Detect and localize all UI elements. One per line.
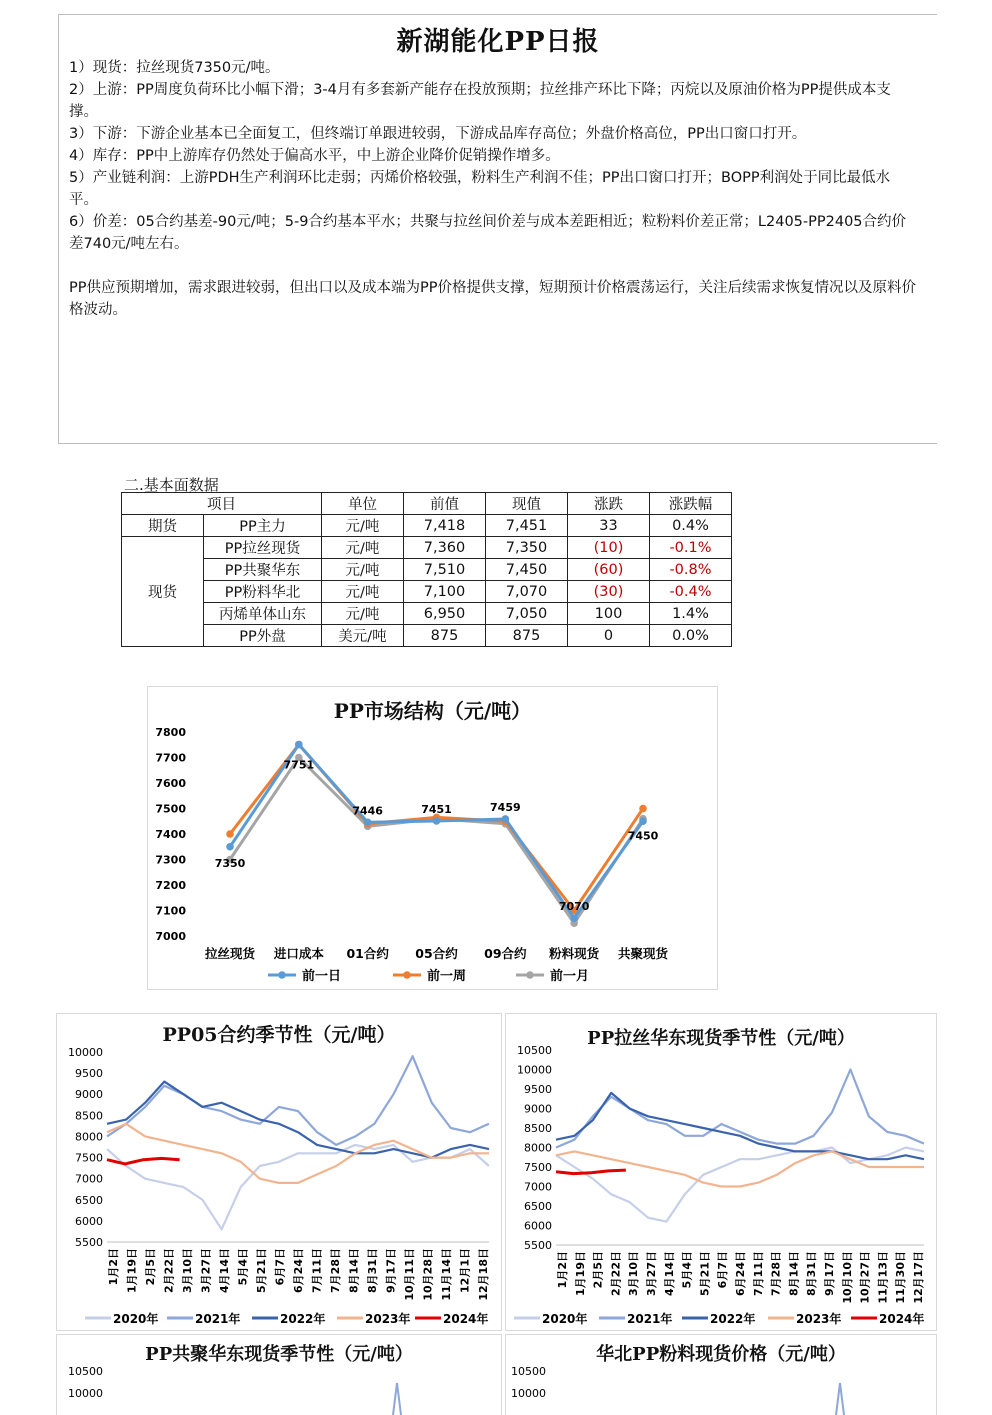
x-tick-label: 12月18日	[477, 1248, 490, 1301]
x-tick-label: 4月14日	[218, 1248, 231, 1293]
x-tick-label: 5月4日	[680, 1251, 694, 1289]
header-prev: 前值	[404, 493, 486, 515]
x-tick-label: 8月31日	[805, 1251, 819, 1296]
cell-curr: 7,451	[486, 515, 568, 537]
report-line-upstream: 2）上游：PP周度负荷环比小幅下滑；3-4月有多套新产能存在投放预期；拉丝排产环比下降；丙烷以及原油价格为PP提供成本支撑。	[69, 82, 891, 120]
legend-label: 前一月	[550, 969, 590, 984]
y-tick-label: 7600	[155, 777, 186, 790]
x-tick-label: 7月11日	[751, 1251, 765, 1296]
cell-chg: 33	[568, 515, 650, 537]
y-tick-label: 10500	[68, 1365, 103, 1378]
data-label: 7459	[490, 800, 521, 814]
y-tick-label: 10000	[68, 1387, 103, 1400]
cell-curr: 7,450	[486, 559, 568, 581]
pp05-seasonality-chart	[56, 1013, 502, 1331]
y-tick-label: 6000	[524, 1219, 552, 1233]
data-point	[226, 843, 234, 851]
x-tick-label: 10月28日	[421, 1248, 435, 1301]
x-tick-label: 1月2日	[556, 1251, 569, 1289]
header-item: 项目	[122, 493, 322, 515]
legend-label: 2022年	[710, 1312, 756, 1326]
table-row	[122, 515, 732, 537]
x-tick-label: 11月13日	[876, 1251, 890, 1304]
legend-marker	[526, 971, 534, 979]
x-tick-label: 7月28日	[329, 1248, 342, 1293]
data-point	[639, 817, 647, 825]
section-title: 二.基本面数据	[124, 476, 219, 494]
cell-curr: 7,050	[486, 603, 568, 625]
cell-pct: 0.4%	[650, 515, 732, 537]
x-tick-label: 01合约	[346, 946, 389, 961]
cell-pct: -0.8%	[650, 559, 732, 581]
y-tick-label: 10000	[511, 1387, 546, 1400]
chart-title: PP共聚华东现货季节性（元/吨）	[145, 1344, 413, 1365]
data-point	[364, 818, 372, 826]
series-line-peak	[836, 1383, 844, 1415]
data-label: 7350	[214, 856, 246, 870]
x-tick-label: 8月31日	[366, 1248, 379, 1293]
fundamentals-table	[121, 492, 732, 647]
header-unit: 单位	[322, 493, 404, 515]
cell-prev: 875	[404, 625, 486, 647]
cell-chg: (30)	[568, 581, 650, 603]
x-tick-label: 3月27日	[199, 1248, 213, 1293]
x-tick-label: 10月10日	[840, 1251, 854, 1304]
cell-curr: 875	[486, 625, 568, 647]
data-point	[639, 805, 647, 813]
report-title: 新湖能化PP日报	[396, 27, 600, 57]
x-tick-label: 3月10日	[627, 1251, 641, 1296]
report-body	[69, 57, 919, 321]
powder-price-svg	[506, 1335, 936, 1415]
cell-prev: 7,418	[404, 515, 486, 537]
x-tick-label: 1月19日	[125, 1248, 139, 1293]
y-tick-label: 10500	[511, 1365, 546, 1378]
x-tick-label: 8月14日	[347, 1248, 361, 1293]
legend-label: 2020年	[542, 1312, 588, 1326]
cell-unit: 元/吨	[322, 559, 404, 581]
y-tick-label: 7000	[155, 930, 186, 943]
legend-label: 2021年	[195, 1312, 241, 1326]
x-tick-label: 10月11日	[403, 1248, 416, 1301]
y-tick-label: 9500	[75, 1067, 103, 1081]
x-tick-label: 09合约	[484, 946, 527, 961]
y-tick-label: 7200	[155, 879, 186, 892]
cell-item: PP拉丝现货	[204, 537, 322, 559]
cell-chg: (60)	[568, 559, 650, 581]
copolymer-seasonality-svg	[57, 1335, 501, 1415]
legend-label: 2024年	[443, 1312, 489, 1326]
x-tick-label: 6月24日	[734, 1251, 747, 1296]
market-structure-svg	[148, 687, 717, 989]
cell-unit: 元/吨	[322, 603, 404, 625]
cell-chg: (10)	[568, 537, 650, 559]
group-futures: 期货	[122, 515, 204, 537]
y-tick-label: 7300	[155, 853, 186, 867]
y-tick-label: 5500	[524, 1239, 552, 1252]
cell-unit: 元/吨	[322, 581, 404, 603]
x-tick-label: 7月28日	[769, 1251, 783, 1296]
report-line-spot: 1）现货：拉丝现货7350元/吨。	[69, 60, 280, 76]
legend-label: 2023年	[796, 1312, 842, 1326]
cell-pct: -0.4%	[650, 581, 732, 603]
y-tick-label: 6500	[524, 1200, 552, 1213]
y-tick-label: 8000	[75, 1130, 103, 1144]
market-structure-chart	[147, 686, 718, 990]
data-label: 7446	[352, 804, 383, 818]
report-summary: PP供应预期增加，需求跟进较弱，但出口以及成本端为PP价格提供支撑，短期预计价格震荡运行，关注后续需求恢复情况以及原料价格波动。	[69, 280, 916, 318]
legend-label: 2022年	[280, 1312, 326, 1326]
x-tick-label: 11月30日	[894, 1251, 908, 1304]
report-line-inventory: 4）库存：PP中上游库存仍然处于偏高水平，中上游企业降价促销操作增多。	[69, 148, 560, 164]
table-row	[122, 603, 732, 625]
x-tick-label: 4月14日	[662, 1251, 676, 1296]
cell-item: PP共聚华东	[204, 559, 322, 581]
x-tick-label: 2月22日	[609, 1251, 623, 1296]
y-tick-label: 6500	[75, 1193, 103, 1207]
series-line-peak	[393, 1383, 401, 1415]
legend-marker	[403, 971, 411, 979]
series-line-3	[556, 1151, 924, 1186]
y-tick-label: 10000	[68, 1046, 103, 1059]
x-tick-label: 3月10日	[181, 1248, 194, 1293]
cell-item: 丙烯单体山东	[204, 603, 322, 625]
data-label: 7751	[283, 758, 315, 772]
drawn-filament-seasonality-chart	[505, 1013, 937, 1331]
table-row	[122, 625, 732, 647]
cell-prev: 6,950	[404, 603, 486, 625]
y-tick-label: 9000	[524, 1102, 552, 1116]
chart-title: PP拉丝华东现货季节性（元/吨）	[587, 1028, 855, 1049]
y-tick-label: 7500	[524, 1161, 552, 1174]
y-tick-label: 7500	[155, 802, 186, 816]
cell-item: PP粉料华北	[204, 581, 322, 603]
legend-label: 2020年	[113, 1312, 159, 1326]
y-tick-label: 7800	[155, 726, 186, 739]
y-tick-label: 8500	[75, 1109, 103, 1123]
x-tick-label: 6月7日	[716, 1251, 730, 1289]
x-tick-label: 拉丝现货	[204, 946, 256, 961]
cell-item: PP主力	[204, 515, 322, 537]
y-tick-label: 10500	[517, 1044, 552, 1057]
report-line-profit: 5）产业链利润：上游PDH生产利润环比走弱；丙烯价格较强，粉料生产利润不佳；PP出口窗口打开；BOPP利润处于同比最低水平。	[69, 170, 891, 208]
y-tick-label: 7000	[524, 1180, 552, 1194]
legend-label: 2021年	[627, 1312, 673, 1326]
drawn-filament-seasonality-svg	[506, 1014, 936, 1330]
y-tick-label: 7100	[155, 904, 186, 918]
y-tick-label: 8500	[524, 1122, 552, 1135]
cell-unit: 美元/吨	[322, 625, 404, 647]
y-tick-label: 8000	[524, 1141, 552, 1155]
data-label: 7451	[421, 802, 452, 816]
y-tick-label: 9000	[75, 1088, 103, 1102]
x-tick-label: 6月24日	[292, 1248, 305, 1293]
table-row	[122, 581, 732, 603]
x-tick-label: 粉料现货	[549, 946, 600, 961]
cell-curr: 7,070	[486, 581, 568, 603]
x-tick-label: 3月27日	[645, 1251, 658, 1296]
report-line-downstream: 3）下游：下游企业基本已全面复工，但终端订单跟进较弱，下游成品库存高位；外盘价格高位，PP出口窗口打开。	[69, 126, 807, 142]
pp05-seasonality-svg	[57, 1014, 501, 1330]
cell-prev: 7,100	[404, 581, 486, 603]
cell-prev: 7,510	[404, 559, 486, 581]
cell-item: PP外盘	[204, 625, 322, 647]
cell-unit: 元/吨	[322, 537, 404, 559]
cell-curr: 7,350	[486, 537, 568, 559]
x-tick-label: 2月5日	[591, 1251, 605, 1289]
cell-chg: 100	[568, 603, 650, 625]
legend-marker	[278, 971, 286, 979]
data-point	[502, 815, 510, 823]
x-tick-label: 8月14日	[787, 1251, 801, 1296]
x-tick-label: 5月21日	[255, 1248, 268, 1293]
series-line-4	[556, 1170, 626, 1174]
legend-label: 2024年	[879, 1312, 925, 1326]
chart-title: PP市场结构（元/吨）	[333, 699, 532, 723]
y-tick-label: 7700	[155, 751, 186, 765]
x-tick-label: 11月14日	[440, 1248, 453, 1301]
y-tick-label: 7400	[155, 828, 186, 841]
y-tick-label: 7500	[75, 1151, 103, 1165]
cell-pct: 1.4%	[650, 603, 732, 625]
x-tick-label: 7月11日	[310, 1248, 324, 1293]
report-box	[58, 14, 937, 444]
data-point	[295, 741, 303, 749]
data-label: 7450	[627, 829, 659, 843]
x-tick-label: 1月2日	[107, 1248, 120, 1286]
cell-pct: -0.1%	[650, 537, 732, 559]
x-tick-label: 共聚现货	[617, 946, 669, 961]
x-tick-label: 9月17日	[384, 1248, 398, 1293]
y-tick-label: 10000	[517, 1063, 552, 1077]
cell-chg: 0	[568, 625, 650, 647]
x-tick-label: 1月19日	[573, 1251, 587, 1296]
header-chg: 涨跌	[568, 493, 650, 515]
x-tick-label: 2月22日	[162, 1248, 176, 1293]
x-tick-label: 2月5日	[144, 1248, 157, 1286]
y-tick-label: 9500	[524, 1083, 552, 1096]
cell-pct: 0.0%	[650, 625, 732, 647]
table-row	[122, 559, 732, 581]
y-tick-label: 5500	[75, 1236, 103, 1249]
y-tick-label: 7000	[75, 1172, 103, 1186]
x-tick-label: 5月21日	[698, 1251, 712, 1296]
cell-unit: 元/吨	[322, 515, 404, 537]
chart-title: 华北PP粉料现货价格（元/吨）	[596, 1344, 846, 1365]
legend-label: 前一日	[302, 969, 342, 984]
series-line-2	[556, 1093, 924, 1159]
data-label: 7070	[558, 900, 590, 914]
x-tick-label: 进口成本	[273, 946, 324, 961]
legend-label: 前一周	[427, 969, 467, 984]
y-tick-label: 6000	[75, 1214, 103, 1228]
x-tick-label: 5月4日	[236, 1248, 250, 1286]
x-tick-label: 10月27日	[858, 1251, 872, 1304]
x-tick-label: 12月1日	[458, 1248, 472, 1293]
x-tick-label: 05合约	[415, 946, 458, 961]
data-point	[226, 830, 234, 838]
data-point	[433, 817, 441, 825]
header-curr: 现值	[486, 493, 568, 515]
x-tick-label: 12月17日	[912, 1251, 925, 1304]
report-line-spread: 6）价差：05合约基差-90元/吨；5-9合约基本平水；共聚与拉丝间价差与成本差距相近；粒粉料价差正常；L2405-PP2405合约价差740元/吨左右。	[69, 214, 907, 252]
group-spot: 现货	[122, 537, 204, 647]
header-pct: 涨跌幅	[650, 493, 732, 515]
series-line-2	[107, 1082, 489, 1158]
chart-title: PP05合约季节性（元/吨）	[162, 1024, 396, 1046]
table-row	[122, 537, 732, 559]
legend-label: 2023年	[365, 1312, 411, 1326]
x-tick-label: 6月7日	[273, 1248, 287, 1286]
data-point	[570, 914, 578, 922]
table-header-row	[122, 493, 732, 515]
cell-prev: 7,360	[404, 537, 486, 559]
x-tick-label: 9月17日	[823, 1251, 836, 1296]
